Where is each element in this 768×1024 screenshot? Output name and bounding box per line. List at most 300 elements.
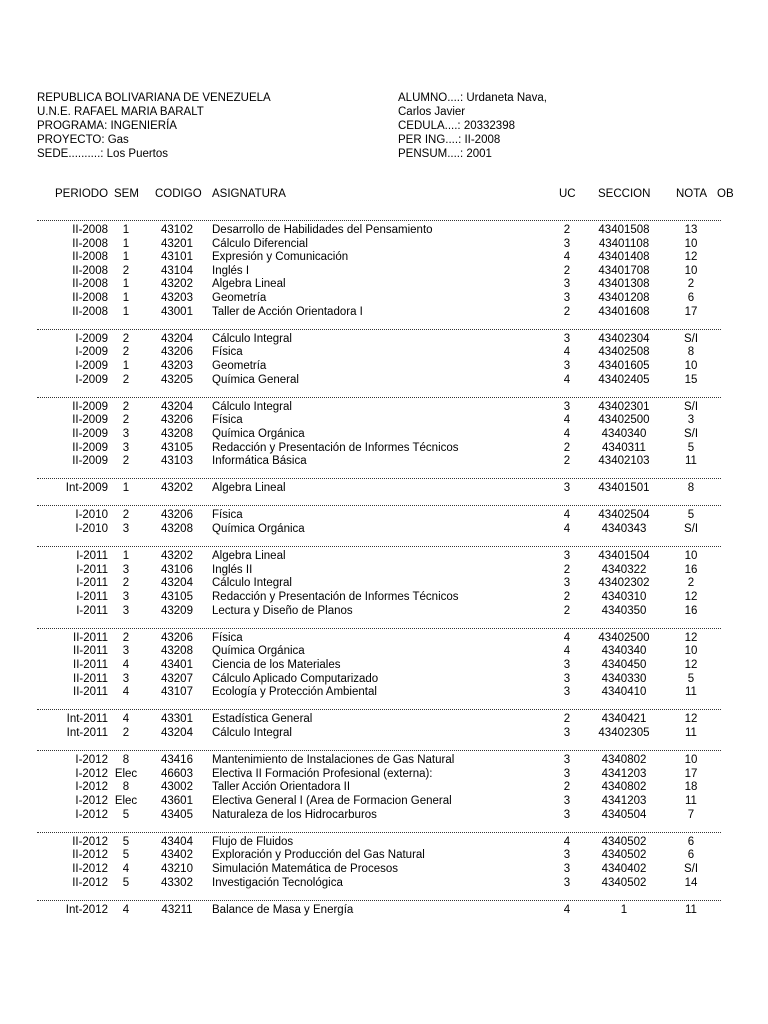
period-group xyxy=(0,836,768,890)
cell-sem: 4 xyxy=(122,713,130,726)
period-group xyxy=(0,632,768,700)
cell-nota: 17 xyxy=(684,767,698,780)
table-row xyxy=(0,863,768,877)
cell-nota: 6 xyxy=(687,835,695,848)
cell-uc: 3 xyxy=(563,550,571,563)
cell-sem: 3 xyxy=(122,591,130,604)
cell-uc: 3 xyxy=(563,482,571,495)
cell-codigo: 43102 xyxy=(161,224,193,236)
cell-uc: 4 xyxy=(563,414,571,427)
cell-periodo: I-2012 xyxy=(75,754,108,767)
header-id: CEDULA....: 20332398 xyxy=(398,120,515,132)
col-uc: UC xyxy=(559,188,576,200)
cell-nota: 12 xyxy=(684,659,698,671)
cell-nota: 10 xyxy=(684,645,698,658)
cell-seccion: 43401605 xyxy=(598,359,650,372)
table-row xyxy=(0,251,768,265)
cell-sem: 1 xyxy=(122,251,130,264)
col-sem: SEM xyxy=(114,188,139,200)
cell-nota: 2 xyxy=(687,278,695,291)
cell-asignatura: Flujo de Fluidos xyxy=(212,835,294,848)
cell-nota: 8 xyxy=(687,346,695,359)
cell-sem: Elec xyxy=(114,794,138,807)
cell-sem: 2 xyxy=(122,373,130,386)
cell-asignatura: Física xyxy=(212,414,243,427)
table-row xyxy=(0,754,768,768)
cell-codigo: 43208 xyxy=(161,645,193,658)
cell-uc: 3 xyxy=(563,876,571,889)
cell-uc: 3 xyxy=(563,754,571,767)
cell-uc: 4 xyxy=(563,631,571,644)
cell-nota: 16 xyxy=(684,604,698,617)
cell-seccion: 43401308 xyxy=(598,278,650,291)
table-row xyxy=(0,686,768,700)
cell-asignatura: Electiva II Formación Profesional (externa): xyxy=(212,767,433,780)
cell-periodo: I-2011 xyxy=(76,604,108,617)
dotted-separator xyxy=(37,628,721,629)
cell-sem: 1 xyxy=(122,359,130,372)
table-row xyxy=(0,849,768,863)
cell-codigo: 43405 xyxy=(161,808,193,821)
cell-codigo: 43206 xyxy=(161,414,193,427)
table-row xyxy=(0,224,768,238)
col-ob: OB xyxy=(717,188,734,200)
col-asignatura: ASIGNATURA xyxy=(212,188,286,200)
cell-uc: 3 xyxy=(563,359,571,372)
cell-seccion: 4340502 xyxy=(601,835,647,848)
table-row xyxy=(0,523,768,537)
cell-periodo: Int-2011 xyxy=(66,726,108,739)
period-group xyxy=(0,509,768,536)
cell-codigo: 43107 xyxy=(161,686,193,699)
cell-nota: S/I xyxy=(683,332,699,345)
cell-sem: 5 xyxy=(122,835,130,848)
table-row xyxy=(0,673,768,687)
cell-codigo: 43207 xyxy=(161,672,193,685)
cell-uc: 3 xyxy=(563,849,571,862)
cell-uc: 4 xyxy=(563,645,571,658)
cell-seccion: 43402304 xyxy=(598,332,650,345)
cell-codigo: 43210 xyxy=(161,862,193,875)
table-row xyxy=(0,795,768,809)
cell-uc: 4 xyxy=(563,903,571,916)
cell-uc: 3 xyxy=(563,726,571,739)
cell-sem: 2 xyxy=(122,577,130,590)
cell-periodo: I-2009 xyxy=(75,346,108,359)
table-row xyxy=(0,292,768,306)
cell-nota: 11 xyxy=(685,455,697,468)
cell-nota: 16 xyxy=(684,563,698,576)
cell-uc: 4 xyxy=(563,373,571,386)
cell-seccion: 43402504 xyxy=(598,509,650,522)
cell-asignatura: Química Orgánica xyxy=(212,645,305,658)
cell-seccion: 4340450 xyxy=(601,659,647,671)
table-row xyxy=(0,374,768,388)
cell-asignatura: Cálculo Integral xyxy=(212,577,292,590)
cell-seccion: 43402302 xyxy=(598,577,650,590)
cell-periodo: II-2011 xyxy=(73,645,108,658)
cell-nota: 12 xyxy=(684,591,698,604)
cell-asignatura: Lectura y Diseño de Planos xyxy=(212,604,353,617)
cell-uc: 2 xyxy=(563,455,571,468)
cell-seccion: 43401408 xyxy=(598,251,650,264)
cell-periodo: II-2008 xyxy=(72,264,108,277)
cell-periodo: I-2012 xyxy=(75,808,108,821)
cell-sem: 2 xyxy=(122,509,130,522)
cell-nota: 8 xyxy=(687,482,695,495)
cell-asignatura: Geometría xyxy=(212,359,267,372)
cell-seccion: 43402301 xyxy=(598,400,650,413)
cell-periodo: II-2008 xyxy=(72,278,108,291)
cell-uc: 2 xyxy=(563,563,571,576)
table-row xyxy=(0,781,768,795)
cell-sem: 4 xyxy=(122,686,130,699)
cell-periodo: II-2008 xyxy=(72,224,108,236)
cell-seccion: 43401208 xyxy=(598,291,650,304)
table-row xyxy=(0,836,768,850)
cell-uc: 2 xyxy=(563,713,571,726)
cell-sem: 2 xyxy=(122,264,130,277)
cell-asignatura: Geometría xyxy=(212,291,267,304)
table-row xyxy=(0,278,768,292)
period-group xyxy=(0,904,768,918)
table-row xyxy=(0,401,768,415)
cell-codigo: 43203 xyxy=(161,291,193,304)
cell-codigo: 43402 xyxy=(161,849,193,862)
cell-seccion: 4341203 xyxy=(601,767,647,780)
header-program: PROGRAMA: INGENIERÍA xyxy=(37,120,177,132)
cell-codigo: 43204 xyxy=(161,400,193,413)
cell-periodo: II-2008 xyxy=(72,291,108,304)
cell-periodo: II-2011 xyxy=(73,672,108,685)
cell-sem: 1 xyxy=(122,278,130,291)
cell-periodo: II-2008 xyxy=(72,305,108,318)
cell-sem: Elec xyxy=(114,767,138,780)
cell-asignatura: Ecología y Protección Ambiental xyxy=(212,686,377,699)
cell-uc: 2 xyxy=(563,591,571,604)
cell-seccion: 43401608 xyxy=(598,305,650,318)
cell-asignatura: Física xyxy=(212,631,243,644)
cell-uc: 4 xyxy=(563,251,571,264)
cell-periodo: I-2011 xyxy=(76,550,108,563)
table-row xyxy=(0,727,768,741)
dotted-separator xyxy=(37,329,721,330)
cell-uc: 3 xyxy=(563,291,571,304)
table-row xyxy=(0,713,768,727)
cell-sem: 2 xyxy=(122,455,130,468)
table-row xyxy=(0,333,768,347)
cell-asignatura: Química Orgánica xyxy=(212,427,305,440)
cell-codigo: 43206 xyxy=(161,346,193,359)
cell-periodo: I-2011 xyxy=(76,563,108,576)
cell-codigo: 43211 xyxy=(161,903,193,916)
header-university: U.N.E. RAFAEL MARIA BARALT xyxy=(37,106,204,118)
cell-periodo: II-2011 xyxy=(73,631,108,644)
cell-seccion: 4340504 xyxy=(601,808,647,821)
cell-codigo: 43103 xyxy=(161,455,193,468)
cell-nota: S/I xyxy=(683,400,699,413)
cell-codigo: 43203 xyxy=(161,359,193,372)
cell-periodo: II-2009 xyxy=(72,427,108,440)
cell-nota: 11 xyxy=(685,726,697,739)
cell-asignatura: Inglés II xyxy=(212,563,253,576)
cell-periodo: I-2009 xyxy=(75,359,108,372)
table-row xyxy=(0,306,768,320)
table-row xyxy=(0,442,768,456)
cell-sem: 1 xyxy=(122,291,130,304)
cell-sem: 2 xyxy=(122,414,130,427)
cell-uc: 3 xyxy=(563,400,571,413)
cell-sem: 5 xyxy=(122,876,130,889)
cell-periodo: I-2009 xyxy=(75,332,108,345)
cell-asignatura: Cálculo Integral xyxy=(212,332,292,345)
cell-sem: 4 xyxy=(122,659,130,671)
table-row xyxy=(0,577,768,591)
cell-uc: 3 xyxy=(563,237,571,250)
cell-nota: 12 xyxy=(684,631,698,644)
dotted-separator xyxy=(37,900,721,901)
cell-nota: 10 xyxy=(684,550,698,563)
cell-periodo: II-2009 xyxy=(72,400,108,413)
col-periodo: PERIODO xyxy=(55,188,109,200)
cell-codigo: 43204 xyxy=(161,726,193,739)
col-nota: NOTA xyxy=(676,188,708,200)
cell-uc: 2 xyxy=(563,441,571,454)
cell-asignatura: Electiva General I (Area de Formacion General xyxy=(212,794,452,807)
cell-codigo: 43206 xyxy=(161,631,193,644)
cell-nota: 10 xyxy=(684,237,698,250)
table-row xyxy=(0,265,768,279)
cell-seccion: 4340322 xyxy=(601,563,647,576)
cell-nota: 3 xyxy=(687,414,695,427)
institution-header xyxy=(37,91,271,161)
table-row xyxy=(0,509,768,523)
cell-uc: 3 xyxy=(563,672,571,685)
cell-nota: 5 xyxy=(687,509,695,522)
cell-seccion: 4340421 xyxy=(601,713,647,726)
cell-asignatura: Investigación Tecnológica xyxy=(212,876,343,889)
cell-asignatura: Estadística General xyxy=(212,713,313,726)
cell-asignatura: Desarrollo de Habilidades del Pensamiento xyxy=(212,224,433,236)
cell-codigo: 43302 xyxy=(161,876,193,889)
cell-seccion: 4340802 xyxy=(601,754,647,767)
table-row xyxy=(0,238,768,252)
table-row xyxy=(0,809,768,823)
cell-sem: 8 xyxy=(122,781,130,794)
cell-nota: 10 xyxy=(684,359,698,372)
cell-nota: S/I xyxy=(683,862,699,875)
cell-nota: 12 xyxy=(684,713,698,726)
cell-periodo: I-2012 xyxy=(75,767,108,780)
cell-seccion: 43402103 xyxy=(598,455,650,468)
cell-uc: 3 xyxy=(563,659,571,671)
cell-seccion: 43401501 xyxy=(598,482,650,495)
cell-sem: 4 xyxy=(122,903,130,916)
cell-asignatura: Mantenimiento de Instalaciones de Gas Natural xyxy=(212,754,455,767)
cell-periodo: I-2012 xyxy=(75,794,108,807)
cell-asignatura: Química Orgánica xyxy=(212,523,305,536)
cell-uc: 3 xyxy=(563,278,571,291)
cell-sem: 8 xyxy=(122,754,130,767)
cell-uc: 2 xyxy=(563,264,571,277)
cell-seccion: 43401108 xyxy=(598,237,650,250)
cell-uc: 4 xyxy=(563,523,571,536)
cell-seccion: 4340350 xyxy=(601,604,647,617)
period-group xyxy=(0,333,768,387)
cell-nota: 17 xyxy=(684,305,698,318)
cell-uc: 3 xyxy=(563,862,571,875)
cell-codigo: 43202 xyxy=(161,550,193,563)
cell-codigo: 43301 xyxy=(161,713,193,726)
period-group xyxy=(0,482,768,496)
cell-nota: 5 xyxy=(687,441,695,454)
cell-sem: 1 xyxy=(122,305,130,318)
period-group xyxy=(0,713,768,740)
cell-codigo: 43208 xyxy=(161,523,193,536)
cell-periodo: Int-2011 xyxy=(66,713,108,726)
student-header xyxy=(398,91,547,161)
cell-periodo: II-2012 xyxy=(72,835,108,848)
cell-codigo: 43105 xyxy=(161,591,193,604)
period-group xyxy=(0,401,768,469)
cell-periodo: II-2011 xyxy=(73,659,108,671)
header-campus: SEDE..........: Los Puertos xyxy=(37,148,169,160)
cell-sem: 3 xyxy=(122,604,130,617)
cell-seccion: 43402305 xyxy=(598,726,650,739)
cell-asignatura: Cálculo Integral xyxy=(212,726,292,739)
header-curriculum: PENSUM....: 2001 xyxy=(398,148,492,160)
cell-uc: 3 xyxy=(563,808,571,821)
cell-periodo: II-2012 xyxy=(72,849,108,862)
cell-seccion: 43402500 xyxy=(598,414,650,427)
cell-uc: 2 xyxy=(563,305,571,318)
period-group xyxy=(0,224,768,319)
cell-asignatura: Expresión y Comunicación xyxy=(212,251,349,264)
cell-sem: 3 xyxy=(122,672,130,685)
cell-seccion: 1 xyxy=(620,903,628,916)
cell-asignatura: Inglés I xyxy=(212,264,250,277)
table-row xyxy=(0,482,768,496)
table-row xyxy=(0,877,768,891)
cell-sem: 2 xyxy=(122,631,130,644)
dotted-separator xyxy=(37,220,721,221)
cell-periodo: II-2009 xyxy=(72,441,108,454)
cell-seccion: 4340502 xyxy=(601,876,647,889)
cell-asignatura: Cálculo Diferencial xyxy=(212,237,308,250)
cell-asignatura: Cálculo Aplicado Computarizado xyxy=(212,672,379,685)
cell-nota: 6 xyxy=(687,849,695,862)
cell-periodo: I-2009 xyxy=(75,373,108,386)
cell-periodo: II-2009 xyxy=(72,414,108,427)
cell-sem: 3 xyxy=(122,523,130,536)
cell-seccion: 4340502 xyxy=(601,849,647,862)
cell-sem: 2 xyxy=(122,400,130,413)
cell-nota: 11 xyxy=(685,903,697,916)
cell-seccion: 4341203 xyxy=(601,794,647,807)
cell-sem: 2 xyxy=(122,332,130,345)
cell-sem: 5 xyxy=(122,808,130,821)
cell-codigo: 43002 xyxy=(161,781,193,794)
period-group xyxy=(0,550,768,618)
header-student: ALUMNO....: Urdaneta Nava, xyxy=(398,92,547,104)
cell-codigo: 43204 xyxy=(161,577,193,590)
cell-nota: 7 xyxy=(687,808,695,821)
cell-nota: S/I xyxy=(683,427,699,440)
cell-seccion: 4340311 xyxy=(602,441,646,454)
cell-asignatura: Física xyxy=(212,346,243,359)
cell-seccion: 43402508 xyxy=(598,346,650,359)
cell-nota: 18 xyxy=(684,781,698,794)
cell-codigo: 43202 xyxy=(161,278,193,291)
cell-sem: 4 xyxy=(122,862,130,875)
cell-periodo: I-2012 xyxy=(75,781,108,794)
table-row xyxy=(0,591,768,605)
cell-periodo: II-2008 xyxy=(72,251,108,264)
cell-sem: 3 xyxy=(122,441,130,454)
table-row xyxy=(0,360,768,374)
table-row xyxy=(0,904,768,918)
cell-nota: 15 xyxy=(684,373,698,386)
cell-seccion: 4340330 xyxy=(601,672,647,685)
dotted-separator xyxy=(37,750,721,751)
cell-periodo: I-2011 xyxy=(76,577,108,590)
cell-sem: 2 xyxy=(122,346,130,359)
cell-codigo: 43101 xyxy=(161,251,193,264)
cell-seccion: 4340410 xyxy=(601,686,647,699)
grades-table xyxy=(0,224,768,917)
cell-nota: 6 xyxy=(687,291,695,304)
cell-asignatura: Algebra Lineal xyxy=(212,278,286,291)
cell-seccion: 4340343 xyxy=(601,523,647,536)
col-codigo: CODIGO xyxy=(155,188,202,200)
cell-asignatura: Taller de Acción Orientadora I xyxy=(212,305,363,318)
cell-nota: 10 xyxy=(684,754,698,767)
cell-seccion: 43401508 xyxy=(598,224,650,236)
cell-codigo: 43204 xyxy=(161,332,193,345)
cell-asignatura: Balance de Masa y Energía xyxy=(212,903,354,916)
header-republic: REPUBLICA BOLIVARIANA DE VENEZUELA xyxy=(37,92,271,104)
cell-nota: 12 xyxy=(684,251,698,264)
cell-codigo: 43106 xyxy=(161,563,193,576)
cell-uc: 4 xyxy=(563,427,571,440)
cell-codigo: 43206 xyxy=(161,509,193,522)
cell-codigo: 43601 xyxy=(161,794,193,807)
cell-uc: 3 xyxy=(563,332,571,345)
cell-seccion: 4340340 xyxy=(601,427,647,440)
cell-codigo: 46603 xyxy=(161,767,193,780)
cell-sem: 3 xyxy=(122,427,130,440)
cell-asignatura: Física xyxy=(212,509,243,522)
cell-periodo: II-2011 xyxy=(73,686,108,699)
cell-seccion: 43401708 xyxy=(598,264,650,277)
cell-seccion: 4340340 xyxy=(601,645,647,658)
cell-uc: 4 xyxy=(563,346,571,359)
table-row xyxy=(0,455,768,469)
cell-asignatura: Ciencia de los Materiales xyxy=(212,659,341,671)
cell-sem: 1 xyxy=(122,550,130,563)
cell-periodo: II-2009 xyxy=(72,455,108,468)
period-group xyxy=(0,754,768,822)
cell-sem: 1 xyxy=(122,224,130,236)
cell-codigo: 43416 xyxy=(161,754,193,767)
cell-uc: 3 xyxy=(563,794,571,807)
table-row xyxy=(0,632,768,646)
cell-uc: 3 xyxy=(563,577,571,590)
cell-periodo: I-2010 xyxy=(75,509,108,522)
cell-sem: 5 xyxy=(122,849,130,862)
cell-asignatura: Algebra Lineal xyxy=(212,550,286,563)
cell-uc: 4 xyxy=(563,509,571,522)
